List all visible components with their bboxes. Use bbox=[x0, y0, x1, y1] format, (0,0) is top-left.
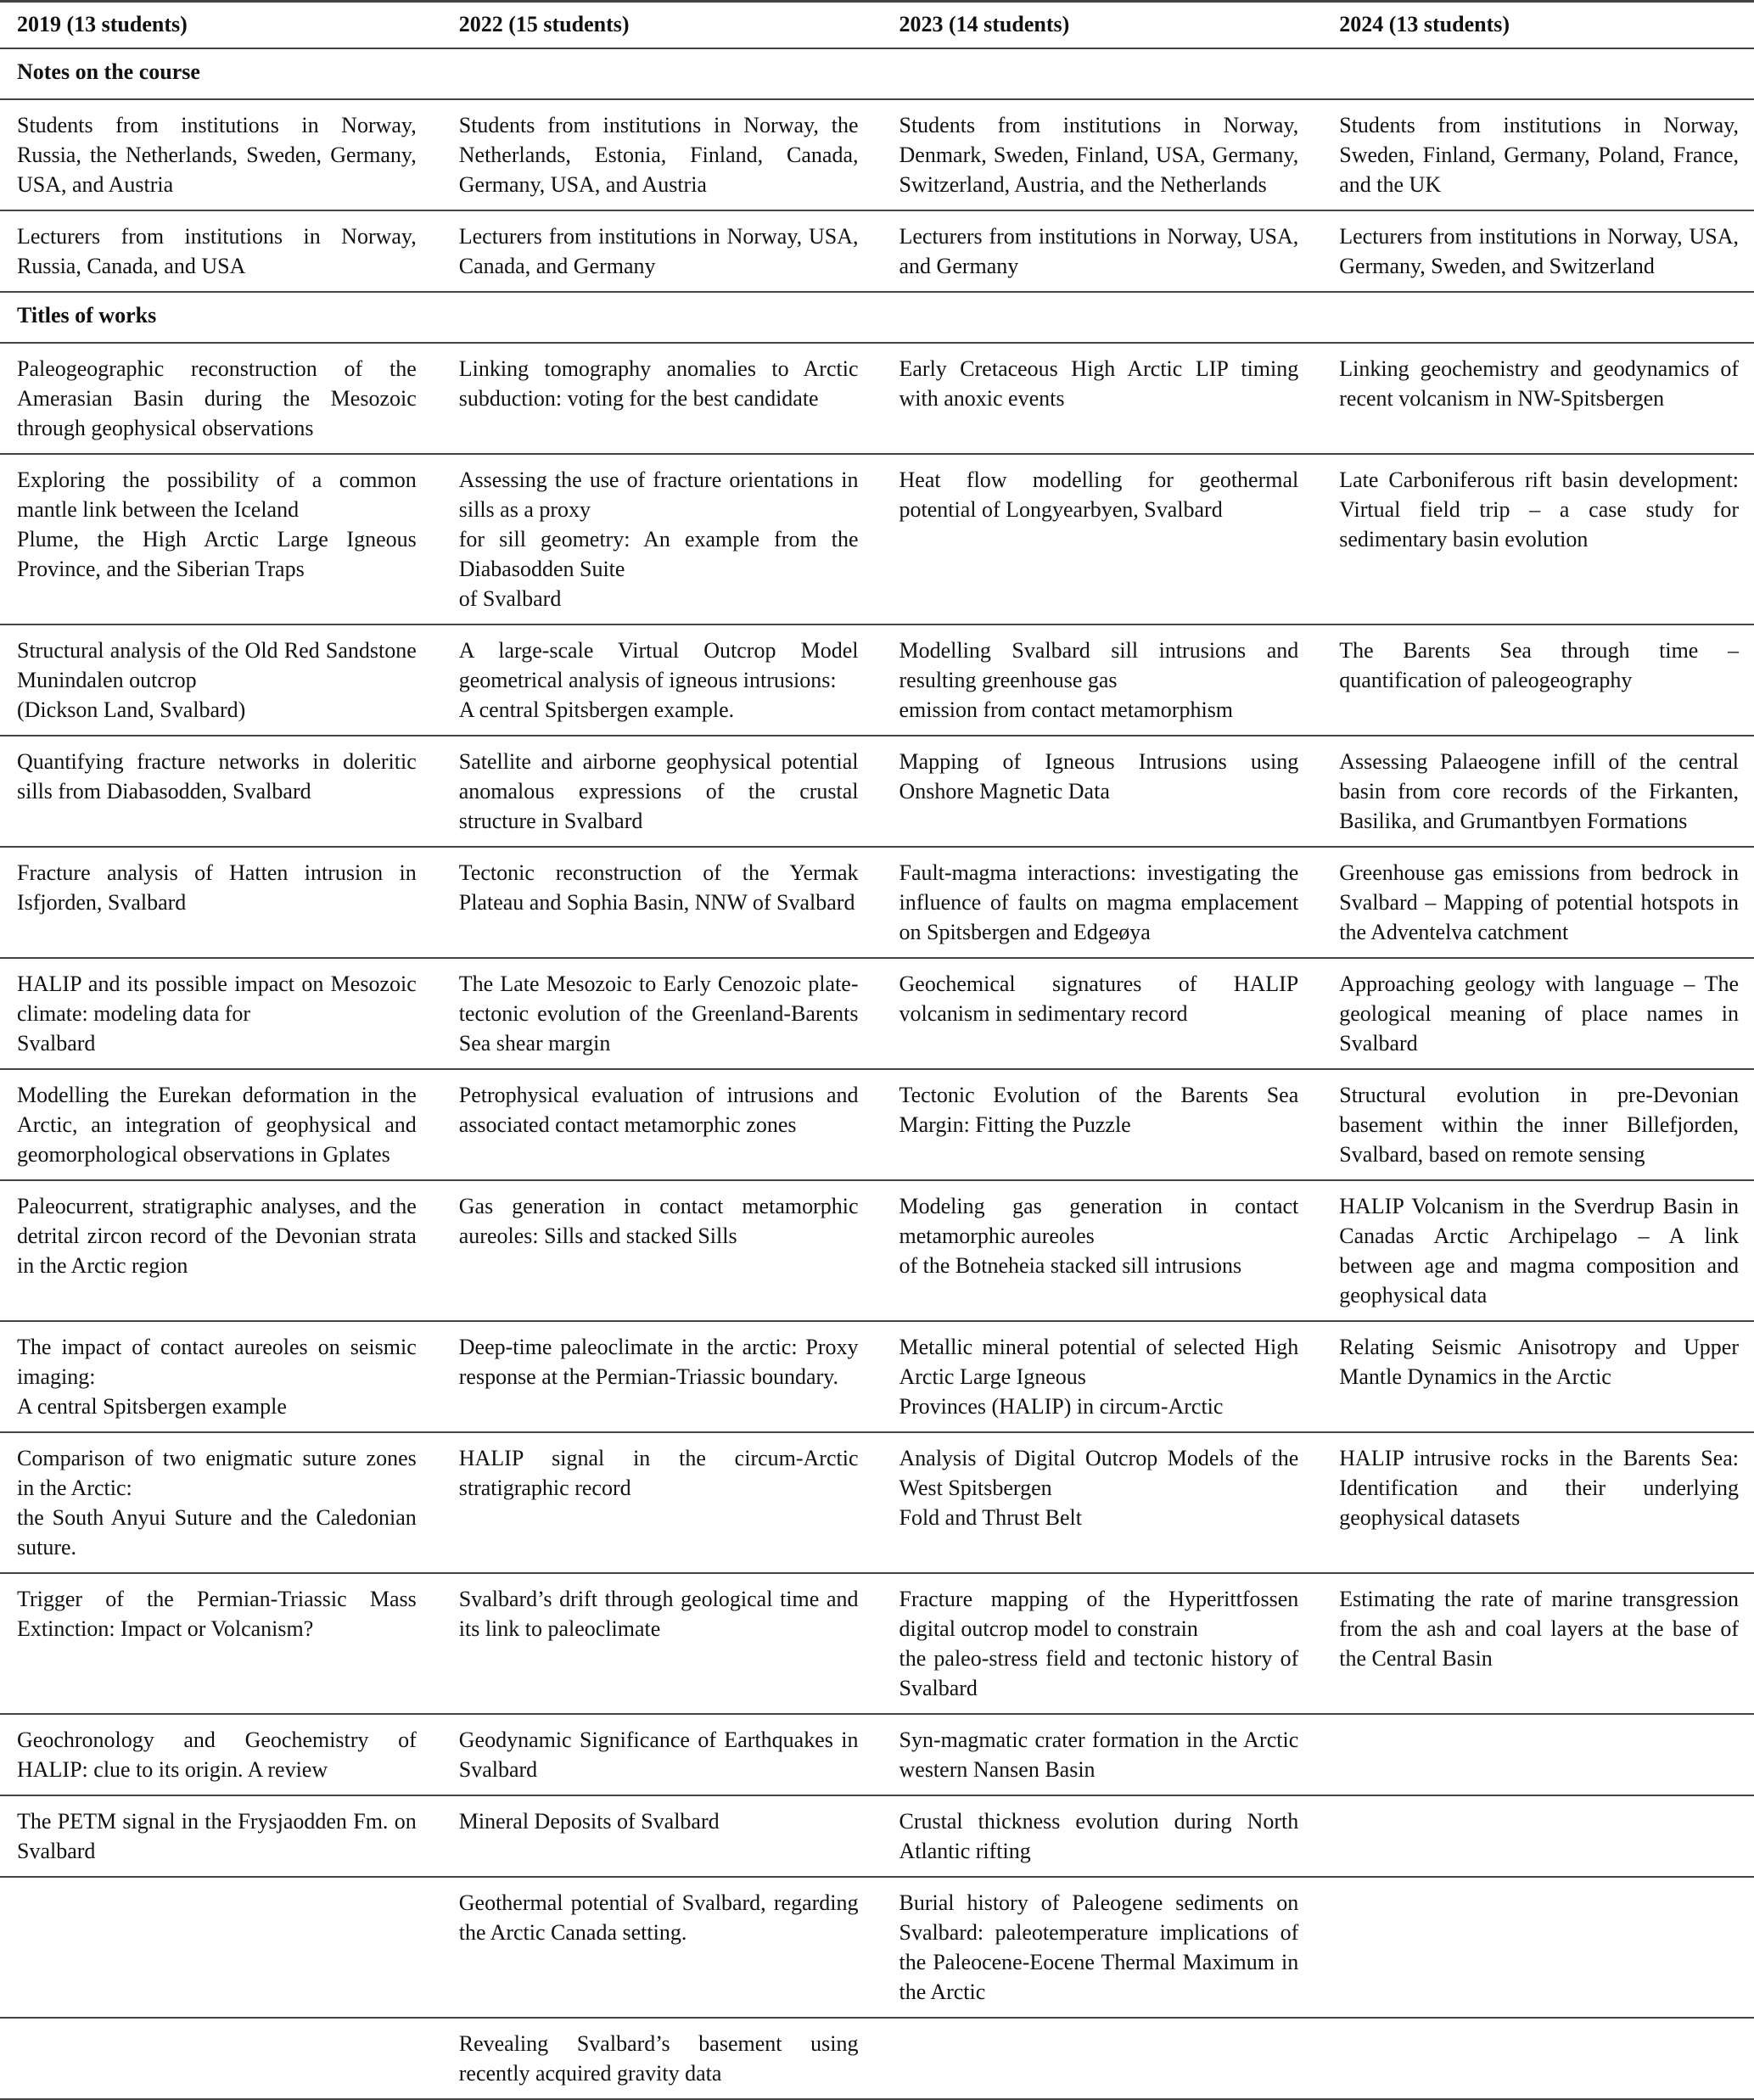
table-row bbox=[0, 454, 1754, 624]
table-body bbox=[0, 48, 1754, 2099]
table-cell: Trigger of the Permian-Triassic Mass Extinction: Impact or Volcanism? bbox=[0, 1573, 439, 1714]
cell-text-line: emission from contact metamorphism bbox=[899, 697, 1234, 722]
table-row bbox=[0, 343, 1754, 454]
table-cell bbox=[439, 624, 877, 736]
table-cell: Greenhouse gas emissions from bedrock in Svalbard – Mapping of potential hotspots in the Adventelva catchment bbox=[1315, 847, 1754, 958]
table-cell bbox=[0, 624, 439, 736]
cell-text-line: Comparison of two enigmatic suture zones in the Arctic: bbox=[17, 1446, 417, 1500]
cell-text-line: (Dickson Land, Svalbard) bbox=[17, 697, 246, 722]
section-row-titles bbox=[0, 292, 1754, 343]
table-row bbox=[0, 1069, 1754, 1180]
cell-text-line: for sill geometry: An example from the Diabasodden Suite bbox=[458, 527, 859, 581]
table-cell bbox=[877, 1432, 1316, 1573]
table-cell: Relating Seismic Anisotropy and Upper Mantle Dynamics in the Arctic bbox=[1315, 1321, 1754, 1432]
table-cell: Linking geochemistry and geodynamics of recent volcanism in NW-Spitsbergen bbox=[1315, 343, 1754, 454]
table-cell: The PETM signal in the Frysjaodden Fm. on Svalbard bbox=[0, 1795, 439, 1877]
table-cell: Satellite and airborne geophysical potential anomalous expressions of the crustal structure in Svalbard bbox=[439, 736, 877, 847]
table-row bbox=[0, 1321, 1754, 1432]
table-cell bbox=[0, 454, 439, 624]
cell-text-line: Analysis of Digital Outcrop Models of the West Spitsbergen bbox=[899, 1446, 1299, 1500]
section-title-notes: Notes on the course bbox=[0, 48, 1754, 99]
table-cell bbox=[0, 958, 439, 1069]
table-cell: Geodynamic Significance of Earthquakes in Svalbard bbox=[439, 1714, 877, 1795]
table-row bbox=[0, 1795, 1754, 1877]
table-cell: Fracture analysis of Hatten intrusion in Isfjorden, Svalbard bbox=[0, 847, 439, 958]
cell-text-line: Svalbard bbox=[17, 1031, 96, 1056]
section-title-works: Titles of works bbox=[0, 292, 1754, 343]
table-cell: Assessing Palaeogene infill of the central basin from core records of the Firkanten, Basilika, and Grumantbyen Formations bbox=[1315, 736, 1754, 847]
table-cell bbox=[0, 2018, 439, 2099]
table-cell: Paleogeographic reconstruction of the Amerasian Basin during the Mesozoic through geophysical observations bbox=[0, 343, 439, 454]
table-cell bbox=[1315, 1714, 1754, 1795]
table-row bbox=[0, 1432, 1754, 1573]
column-header-2023: 2023 (14 students) bbox=[899, 12, 1070, 36]
cell-text-line: the paleo-stress field and tectonic history of Svalbard bbox=[899, 1646, 1299, 1700]
table-row bbox=[0, 1573, 1754, 1714]
column-header-2022: 2022 (15 students) bbox=[458, 12, 630, 36]
table-cell: Lecturers from institutions in Norway, Russia, Canada, and USA bbox=[0, 210, 439, 292]
section-row-notes bbox=[0, 48, 1754, 99]
table-cell: Modelling the Eurekan deformation in the Arctic, an integration of geophysical and geomorphological observations in Gplates bbox=[0, 1069, 439, 1180]
table-cell bbox=[877, 1573, 1316, 1714]
table-cell: Mapping of Igneous Intrusions using Onshore Magnetic Data bbox=[877, 736, 1316, 847]
table-cell bbox=[877, 624, 1316, 736]
table-cell: Tectonic reconstruction of the Yermak Plateau and Sophia Basin, NNW of Svalbard bbox=[439, 847, 877, 958]
table-cell: Petrophysical evaluation of intrusions and associated contact metamorphic zones bbox=[439, 1069, 877, 1180]
table-row bbox=[0, 1877, 1754, 2018]
table-cell: Geochemical signatures of HALIP volcanism in sedimentary record bbox=[877, 958, 1316, 1069]
cell-text-line: A central Spitsbergen example. bbox=[458, 697, 735, 722]
table-cell: Gas generation in contact metamorphic aureoles: Sills and stacked Sills bbox=[439, 1180, 877, 1321]
column-header-2024: 2024 (13 students) bbox=[1339, 12, 1510, 36]
cell-text-line: Provinces (HALIP) in circum-Arctic bbox=[899, 1394, 1224, 1419]
table-row bbox=[0, 2018, 1754, 2099]
cell-text-line: Modelling Svalbard sill intrusions and resulting greenhouse gas bbox=[899, 638, 1299, 692]
table-cell: Geothermal potential of Svalbard, regarding the Arctic Canada setting. bbox=[439, 1877, 877, 2018]
table-cell: The Late Mesozoic to Early Cenozoic plate-tectonic evolution of the Greenland-Barents Sea shear margin bbox=[439, 958, 877, 1069]
table-cell: Linking tomography anomalies to Arctic subduction: voting for the best candidate bbox=[439, 343, 877, 454]
table-row bbox=[0, 958, 1754, 1069]
table-cell: Crustal thickness evolution during North Atlantic rifting bbox=[877, 1795, 1316, 1877]
cell-text-line: Metallic mineral potential of selected High Arctic Large Igneous bbox=[899, 1335, 1299, 1389]
table-cell: Students from institutions in Norway, Denmark, Sweden, Finland, USA, Germany, Switzerland, Austria, and the Netherlands bbox=[877, 99, 1316, 210]
table-cell: Fault-magma interactions: investigating the influence of faults on magma emplacement on Spitsbergen and Edgeøya bbox=[877, 847, 1316, 958]
cell-text-line: of the Botneheia stacked sill intrusions bbox=[899, 1253, 1242, 1278]
table-cell: Students from institutions in Norway, the Netherlands, Estonia, Finland, Canada, Germany, USA, and Austria bbox=[439, 99, 877, 210]
table-cell: Estimating the rate of marine transgression from the ash and coal layers at the base of the Central Basin bbox=[1315, 1573, 1754, 1714]
table-cell: Lecturers from institutions in Norway, USA, Canada, and Germany bbox=[439, 210, 877, 292]
table-cell bbox=[877, 2018, 1316, 2099]
table-header bbox=[0, 2, 1754, 49]
table-cell: Lecturers from institutions in Norway, USA, and Germany bbox=[877, 210, 1316, 292]
table-cell: Approaching geology with language – The geological meaning of place names in Svalbard bbox=[1315, 958, 1754, 1069]
cell-text-line: Fold and Thrust Belt bbox=[899, 1505, 1082, 1530]
table-cell: Students from institutions in Norway, Russia, the Netherlands, Sweden, Germany, USA, and Austria bbox=[0, 99, 439, 210]
cell-text-line: Fracture mapping of the Hyperittfossen digital outcrop model to constrain bbox=[899, 1587, 1299, 1641]
cell-text-line: Structural analysis of the Old Red Sandstone Munindalen outcrop bbox=[17, 638, 417, 692]
table-cell: Syn-magmatic crater formation in the Arctic western Nansen Basin bbox=[877, 1714, 1316, 1795]
table-cell: Students from institutions in Norway, Sweden, Finland, Germany, Poland, France, and the UK bbox=[1315, 99, 1754, 210]
table-cell: HALIP intrusive rocks in the Barents Sea: Identification and their underlying geophysical datasets bbox=[1315, 1432, 1754, 1573]
table-cell bbox=[1315, 1795, 1754, 1877]
table-row bbox=[0, 624, 1754, 736]
table-cell: Geochronology and Geochemistry of HALIP: clue to its origin. A review bbox=[0, 1714, 439, 1795]
table-cell: Early Cretaceous High Arctic LIP timing with anoxic events bbox=[877, 343, 1316, 454]
table-cell: Paleocurrent, stratigraphic analyses, and the detrital zircon record of the Devonian strata in the Arctic region bbox=[0, 1180, 439, 1321]
table-cell bbox=[0, 1321, 439, 1432]
table-cell: Quantifying fracture networks in doleritic sills from Diabasodden, Svalbard bbox=[0, 736, 439, 847]
cell-text-line: The impact of contact aureoles on seismic imaging: bbox=[17, 1335, 417, 1389]
table-cell: Burial history of Paleogene sediments on Svalbard: paleotemperature implications of the Paleocene-Eocene Thermal Maximum in the Arctic bbox=[877, 1877, 1316, 2018]
cell-text-line: Plume, the High Arctic Large Igneous Province, and the Siberian Traps bbox=[17, 527, 417, 581]
table-cell bbox=[877, 1180, 1316, 1321]
table-row bbox=[0, 736, 1754, 847]
table-cell bbox=[1315, 1877, 1754, 2018]
column-header-2019: 2019 (13 students) bbox=[17, 12, 188, 36]
cell-text-line: the South Anyui Suture and the Caledonian suture. bbox=[17, 1505, 417, 1560]
table-cell: Late Carboniferous rift basin development: Virtual field trip – a case study for sedimentary basin evolution bbox=[1315, 454, 1754, 624]
table-row bbox=[0, 1714, 1754, 1795]
table-cell: HALIP signal in the circum-Arctic stratigraphic record bbox=[439, 1432, 877, 1573]
table-row bbox=[0, 847, 1754, 958]
table-cell: Svalbard’s drift through geological time and its link to paleoclimate bbox=[439, 1573, 877, 1714]
table-cell bbox=[439, 454, 877, 624]
table-cell: Tectonic Evolution of the Barents Sea Margin: Fitting the Puzzle bbox=[877, 1069, 1316, 1180]
table-cell: Heat flow modelling for geothermal potential of Longyearbyen, Svalbard bbox=[877, 454, 1316, 624]
cell-text-line: A large-scale Virtual Outcrop Model geometrical analysis of igneous intrusions: bbox=[458, 638, 859, 692]
cell-text-line: Assessing the use of fracture orientations in sills as a proxy bbox=[458, 468, 859, 522]
table-cell: HALIP Volcanism in the Sverdrup Basin in Canadas Arctic Archipelago – A link between age and magma composition and geophysical data bbox=[1315, 1180, 1754, 1321]
cell-text-line: HALIP and its possible impact on Mesozoic climate: modeling data for bbox=[17, 972, 417, 1026]
table-row bbox=[0, 1180, 1754, 1321]
cell-text-line: A central Spitsbergen example bbox=[17, 1394, 287, 1419]
table-cell: The Barents Sea through time – quantification of paleogeography bbox=[1315, 624, 1754, 736]
table-cell: Deep-time paleoclimate in the arctic: Proxy response at the Permian-Triassic boundary. bbox=[439, 1321, 877, 1432]
cell-text-line: Exploring the possibility of a common mantle link between the Iceland bbox=[17, 468, 417, 522]
notes-row-lecturers bbox=[0, 210, 1754, 292]
table-cell bbox=[0, 1432, 439, 1573]
cell-text-line: Modeling gas generation in contact metamorphic aureoles bbox=[899, 1194, 1299, 1248]
table-cell: Revealing Svalbard’s basement using recently acquired gravity data bbox=[439, 2018, 877, 2099]
notes-row-students bbox=[0, 99, 1754, 210]
table-cell: Structural evolution in pre-Devonian basement within the inner Billefjorden, Svalbard, based on remote sensing bbox=[1315, 1069, 1754, 1180]
table-cell bbox=[877, 1321, 1316, 1432]
table-cell: Lecturers from institutions in Norway, USA, Germany, Sweden, and Switzerland bbox=[1315, 210, 1754, 292]
header-row bbox=[0, 2, 1754, 49]
table-cell bbox=[0, 1877, 439, 2018]
cell-text-line: of Svalbard bbox=[458, 586, 562, 611]
table-cell: Mineral Deposits of Svalbard bbox=[439, 1795, 877, 1877]
table-cell bbox=[1315, 2018, 1754, 2099]
